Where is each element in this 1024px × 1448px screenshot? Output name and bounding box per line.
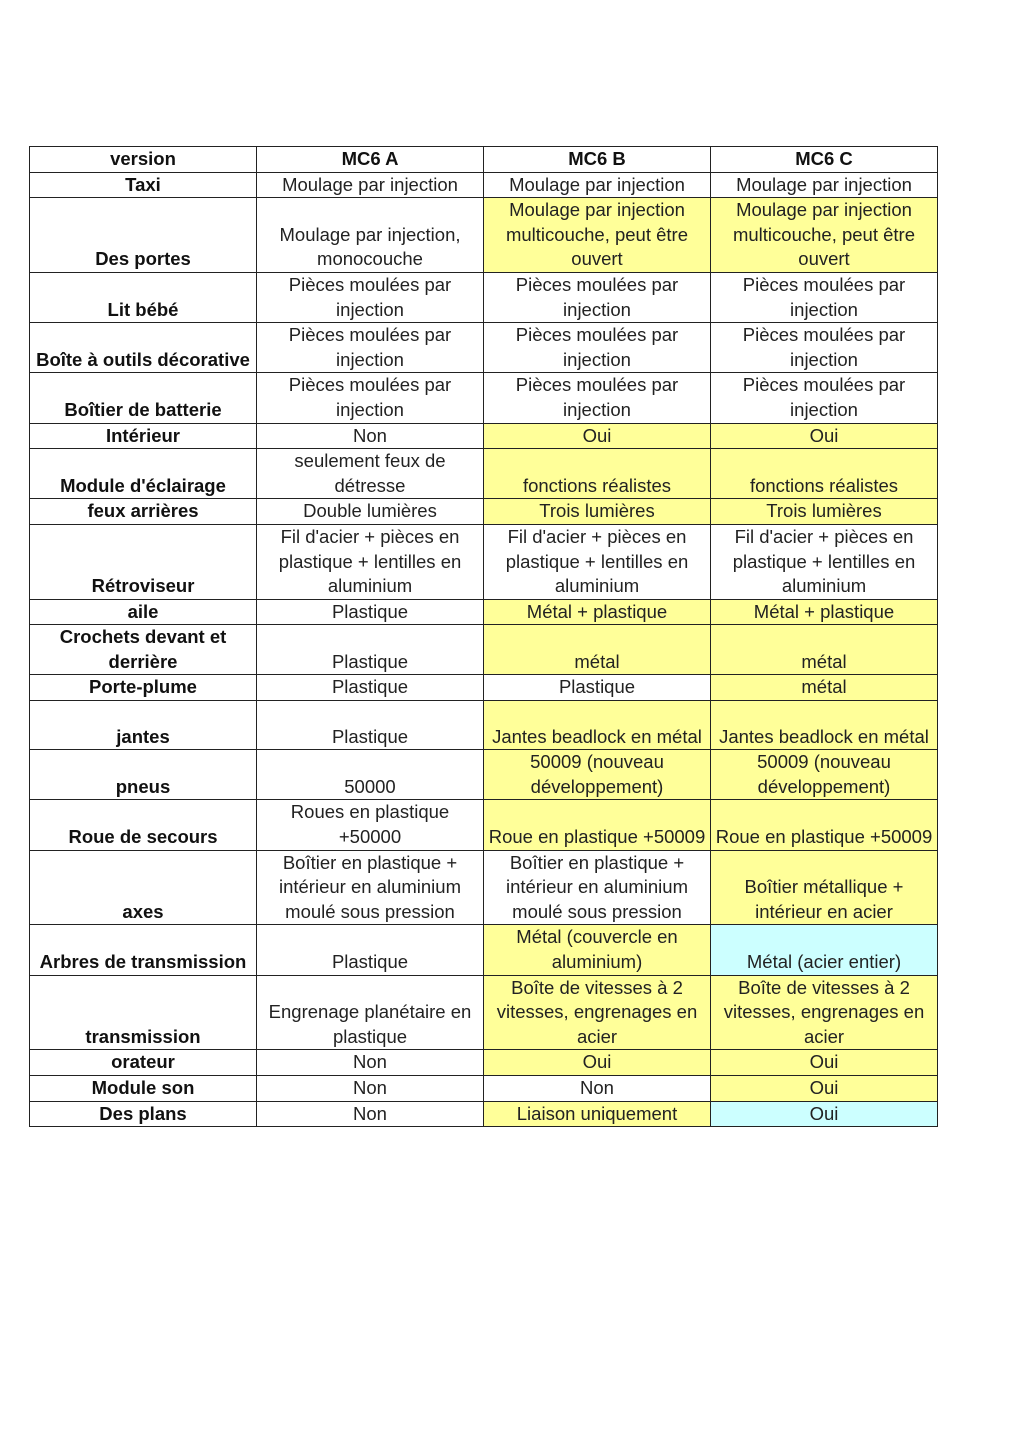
row-label: Lit bébé — [30, 272, 257, 322]
cell-mc6-a: Plastique — [257, 599, 484, 625]
cell-mc6-c: Oui — [711, 1050, 938, 1076]
table-row — [30, 850, 938, 925]
table-row — [30, 925, 938, 975]
table-body — [30, 147, 938, 1127]
cell-mc6-b: fonctions réalistes — [484, 449, 711, 499]
cell-mc6-c: fonctions réalistes — [711, 449, 938, 499]
row-label: Module d'éclairage — [30, 449, 257, 499]
cell-mc6-c: Trois lumières — [711, 499, 938, 525]
cell-mc6-b: Moulage par injection — [484, 172, 711, 198]
cell-mc6-a: Non — [257, 1101, 484, 1127]
cell-mc6-a: Boîtier en plastique + intérieur en aluminium moulé sous pression — [257, 850, 484, 925]
row-label: Module son — [30, 1075, 257, 1101]
cell-mc6-b: Métal + plastique — [484, 599, 711, 625]
cell-mc6-a: Plastique — [257, 701, 484, 750]
table-row — [30, 524, 938, 599]
cell-mc6-a: Pièces moulées par injection — [257, 323, 484, 373]
table-row — [30, 198, 938, 273]
table-row — [30, 373, 938, 423]
row-label: Roue de secours — [30, 800, 257, 850]
cell-mc6-a: Fil d'acier + pièces en plastique + lentilles en aluminium — [257, 524, 484, 599]
cell-mc6-a: Plastique — [257, 925, 484, 975]
cell-mc6-c: métal — [711, 625, 938, 675]
row-label: orateur — [30, 1050, 257, 1076]
cell-mc6-b: Liaison uniquement — [484, 1101, 711, 1127]
row-label: Des plans — [30, 1101, 257, 1127]
cell-mc6-a: Plastique — [257, 675, 484, 701]
table-row — [30, 1050, 938, 1076]
cell-mc6-a: Non — [257, 423, 484, 449]
cell-mc6-b: Boîte de vitesses à 2 vitesses, engrenages en acier — [484, 975, 711, 1050]
cell-mc6-b: Pièces moulées par injection — [484, 373, 711, 423]
cell-mc6-b: 50009 (nouveau développement) — [484, 750, 711, 800]
cell-mc6-c: métal — [711, 675, 938, 701]
row-label: Crochets devant et derrière — [30, 625, 257, 675]
cell-mc6-c: Pièces moulées par injection — [711, 373, 938, 423]
cell-mc6-c: Pièces moulées par injection — [711, 323, 938, 373]
table-row — [30, 1075, 938, 1101]
cell-mc6-c: Métal (acier entier) — [711, 925, 938, 975]
cell-mc6-a: Engrenage planétaire en plastique — [257, 975, 484, 1050]
table-row — [30, 625, 938, 675]
cell-mc6-b: métal — [484, 625, 711, 675]
cell-mc6-b: Pièces moulées par injection — [484, 272, 711, 322]
cell-mc6-b: Boîtier en plastique + intérieur en aluminium moulé sous pression — [484, 850, 711, 925]
table-row — [30, 800, 938, 850]
cell-mc6-c: Pièces moulées par injection — [711, 272, 938, 322]
cell-mc6-b: Fil d'acier + pièces en plastique + lentilles en aluminium — [484, 524, 711, 599]
row-label: transmission — [30, 975, 257, 1050]
cell-mc6-a: Moulage par injection, monocouche — [257, 198, 484, 273]
row-label: Arbres de transmission — [30, 925, 257, 975]
cell-mc6-c: Oui — [711, 423, 938, 449]
cell-mc6-b: Pièces moulées par injection — [484, 323, 711, 373]
cell-mc6-b: Roue en plastique +50009 — [484, 800, 711, 850]
cell-mc6-a: Non — [257, 1075, 484, 1101]
comparison-table — [29, 146, 938, 1127]
header-row — [30, 147, 938, 173]
row-label: Porte-plume — [30, 675, 257, 701]
cell-mc6-c: Moulage par injection multicouche, peut être ouvert — [711, 198, 938, 273]
cell-mc6-b: Oui — [484, 1050, 711, 1076]
cell-mc6-b: Non — [484, 1075, 711, 1101]
cell-mc6-c: Oui — [711, 1101, 938, 1127]
table-row — [30, 750, 938, 800]
cell-mc6-c: Fil d'acier + pièces en plastique + lentilles en aluminium — [711, 524, 938, 599]
cell-mc6-b: Trois lumières — [484, 499, 711, 525]
cell-mc6-a: Pièces moulées par injection — [257, 373, 484, 423]
cell-mc6-c: Boîte de vitesses à 2 vitesses, engrenages en acier — [711, 975, 938, 1050]
cell-mc6-a: Non — [257, 1050, 484, 1076]
table-row — [30, 701, 938, 750]
cell-mc6-c: 50009 (nouveau développement) — [711, 750, 938, 800]
table-row — [30, 172, 938, 198]
table-row — [30, 423, 938, 449]
row-label: feux arrières — [30, 499, 257, 525]
table-row — [30, 499, 938, 525]
cell-mc6-a: Double lumières — [257, 499, 484, 525]
row-label: Boîte à outils décorative — [30, 323, 257, 373]
cell-mc6-b: Plastique — [484, 675, 711, 701]
table-row — [30, 323, 938, 373]
header-mc6-a: MC6 A — [257, 147, 484, 173]
cell-mc6-b: Oui — [484, 423, 711, 449]
row-label: axes — [30, 850, 257, 925]
table-row — [30, 975, 938, 1050]
cell-mc6-c: Boîtier métallique + intérieur en acier — [711, 850, 938, 925]
row-label: jantes — [30, 701, 257, 750]
header-mc6-b: MC6 B — [484, 147, 711, 173]
cell-mc6-b: Moulage par injection multicouche, peut être ouvert — [484, 198, 711, 273]
cell-mc6-c: Roue en plastique +50009 — [711, 800, 938, 850]
table-row — [30, 272, 938, 322]
header-mc6-c: MC6 C — [711, 147, 938, 173]
cell-mc6-a: Plastique — [257, 625, 484, 675]
row-label: Des portes — [30, 198, 257, 273]
table-row — [30, 599, 938, 625]
row-label: Intérieur — [30, 423, 257, 449]
cell-mc6-a: Roues en plastique +50000 — [257, 800, 484, 850]
row-label: Boîtier de batterie — [30, 373, 257, 423]
cell-mc6-a: Moulage par injection — [257, 172, 484, 198]
cell-mc6-b: Métal (couvercle en aluminium) — [484, 925, 711, 975]
row-label: Taxi — [30, 172, 257, 198]
row-label: pneus — [30, 750, 257, 800]
cell-mc6-c: Oui — [711, 1075, 938, 1101]
row-label: aile — [30, 599, 257, 625]
cell-mc6-c: Moulage par injection — [711, 172, 938, 198]
table-row — [30, 449, 938, 499]
cell-mc6-a: Pièces moulées par injection — [257, 272, 484, 322]
cell-mc6-c: Jantes beadlock en métal — [711, 701, 938, 750]
cell-mc6-b: Jantes beadlock en métal — [484, 701, 711, 750]
row-label: Rétroviseur — [30, 524, 257, 599]
cell-mc6-a: 50000 — [257, 750, 484, 800]
cell-mc6-a: seulement feux de détresse — [257, 449, 484, 499]
cell-mc6-c: Métal + plastique — [711, 599, 938, 625]
header-version: version — [30, 147, 257, 173]
table-row — [30, 1101, 938, 1127]
table-row — [30, 675, 938, 701]
